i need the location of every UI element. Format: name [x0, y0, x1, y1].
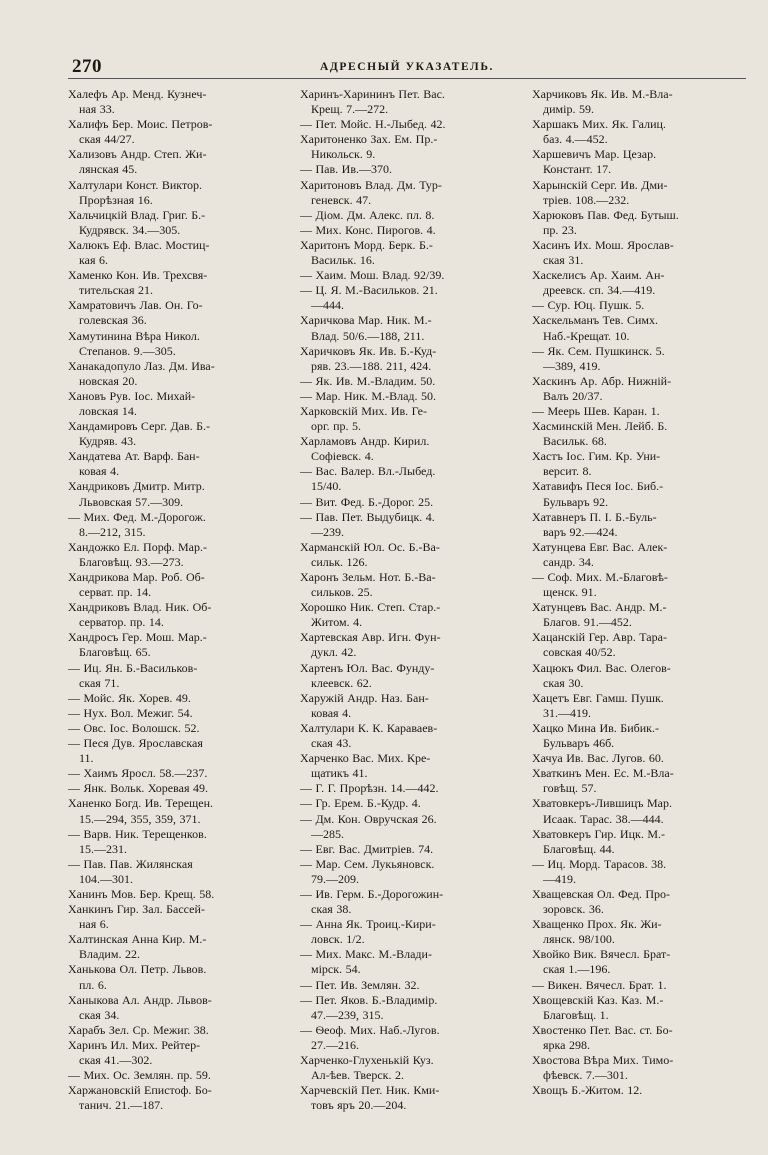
directory-entry: Хандамировъ Серг. Дав. Б.- Кудряв. 43. — [68, 419, 211, 449]
directory-entry: — Ц. Я. М.-Васильков. 21. —444. — [300, 283, 438, 313]
directory-entry: Ханинъ Мов. Бер. Крещ. 58. — [68, 886, 215, 901]
directory-entry: Хваткинъ Мен. Ес. М.-Вла- говѣщ. 57. — [532, 766, 674, 796]
page-header — [68, 54, 746, 79]
directory-entry: Халюкъ Еф. Влас. Мостиц- кая 6. — [68, 237, 210, 268]
directory-entry: — Соф. Мих. М.-Благовѣ- щенск. 91. — [532, 570, 668, 600]
directory-entry: Хамратовичъ Лав. Он. Го- голевская 36. — [68, 298, 203, 328]
directory-entry: Ханькова Ол. Петр. Львов. пл. 6. — [68, 962, 207, 992]
directory-entry: Хандриковъ Влад. Ник. Об- серватор. пр. 14. — [68, 600, 212, 630]
directory-entry: — Дм. Кон. Овручская 26. —285. — [300, 811, 437, 841]
directory-entry: Хандатева Ат. Варф. Бан- ковая 4. — [68, 449, 200, 479]
directory-entry: Хальчицкій Влад. Григ. Б.- Кудрявск. 34.—305. — [68, 207, 206, 237]
directory-entry: Харинъ-Харининъ Пет. Вас. Крещ. 7.—272. — [300, 87, 445, 117]
directory-entry: Хатунцева Евг. Вас. Алек- сандр. 34. — [532, 539, 668, 569]
directory-entry: Хартенъ Юл. Вас. Фунду- клеевск. 62. — [300, 660, 435, 690]
directory-entry: Хандожко Ел. Порф. Мар.- Благовѣщ. 93.—273. — [68, 539, 207, 569]
page-number: 270 — [72, 56, 102, 77]
directory-entry: — Г. Г. Прорѣзн. 14.—442. — [300, 781, 439, 796]
directory-entry: Харичкова Мар. Ник. М.- Влад. 50/6.—188, 211. — [300, 313, 432, 343]
directory-entry: Харонъ Зельм. Нот. Б.-Ва- сильков. 25. — [300, 570, 436, 600]
directory-entry: — Мих. Макс. М.-Влади- мірск. 54. — [300, 947, 432, 977]
directory-column-1 — [68, 87, 282, 1113]
directory-entry: — Овс. Іос. Волошск. 52. — [68, 720, 200, 735]
directory-entry: — Евг. Вас. Дмитріев. 74. — [300, 841, 434, 856]
directory-entry: Хамутинина Вѣра Никол. Степанов. 9.—305. — [68, 328, 200, 358]
directory-entry: Хачуа Ив. Вас. Лугов. 60. — [532, 751, 664, 766]
directory-entry: Халефъ Ар. Менд. Кузнеч- ная 33. — [68, 87, 207, 117]
directory-entry: — Мих. Конс. Пирогов. 4. — [300, 222, 436, 237]
directory-entry: Харковскій Мих. Ив. Ге- орг. пр. 5. — [300, 403, 427, 434]
directory-entry: — Як. Ив. М.-Владим. 50. — [300, 373, 436, 388]
directory-entry: Хасминскій Мен. Лейб. Б. Васильк. 68. — [532, 419, 668, 449]
directory-entry: Хватовкеръ Гир. Ицк. М.- Благовѣщ. 44. — [532, 826, 665, 856]
directory-entry: Харитонъ Морд. Берк. Б.- Васильк. 16. — [300, 237, 433, 268]
directory-entry: — Діом. Дм. Алекс. пл. 8. — [300, 207, 435, 222]
directory-entry: Харынскій Серг. Ив. Дми- тріев. 108.—232. — [532, 177, 668, 207]
directory-entry: Харитоновъ Влад. Дм. Тур- геневск. 47. — [300, 177, 442, 207]
directory-entry: — Янк. Вольк. Хоревая 49. — [68, 781, 208, 796]
directory-entry: Хановъ Рув. Іос. Михай- ловская 14. — [68, 388, 196, 418]
directory-entry: — Пет. Мойс. Н.-Лыбед. 42. — [300, 117, 446, 132]
directory-entry: — Нух. Вол. Межиг. 54. — [68, 705, 193, 720]
directory-entry: Хасинъ Их. Мош. Ярослав- ская 31. — [532, 237, 674, 268]
directory-entry: Хвощевскій Каз. Каз. М.- Благовѣщ. 1. — [532, 992, 664, 1022]
directory-entry: Харшакъ Мих. Як. Галиц. баз. 4.—452. — [532, 117, 666, 147]
directory-entry: Хаскельманъ Тев. Симх. Наб.-Крещат. 10. — [532, 313, 658, 343]
directory-entry: Харламовъ Андр. Кирил. Софіевск. 4. — [300, 434, 430, 464]
directory-entry: — Анна Як. Троиц.-Кири- ловск. 1/2. — [300, 917, 436, 947]
directory-entry: Ханкинъ Гир. Зал. Бассей- ная 6. — [68, 902, 205, 932]
directory-entry: Хандриковъ Дмитр. Митр. Львовская 57.—309. — [68, 479, 205, 509]
directory-entry: Хатавифъ Песя Іос. Биб.- Бульваръ 92. — [532, 479, 664, 509]
directory-entry: — Вас. Валер. Вл.-Лыбед. 15/40. — [300, 464, 436, 494]
directory-entry: Харченко-Глухенькій Куз. Ал-ѣев. Тверск. 2. — [300, 1053, 434, 1083]
directory-entry: Хастъ Іос. Гим. Кр. Уни- версит. 8. — [532, 449, 661, 479]
directory-entry: Харчевскій Пет. Ник. Кми- товъ яръ 20.—204. — [300, 1083, 440, 1113]
running-title: АДРЕСНЫЙ УКАЗАТЕЛЬ. — [319, 61, 495, 73]
directory-entry: — Песя Дув. Ярославская 11. — [68, 736, 203, 766]
directory-entry: — Хаимъ Яросл. 58.—237. — [68, 766, 208, 781]
directory-entry: — Пав. Пав. Жилянская 104.—301. — [68, 856, 193, 886]
directory-entry: — Мар. Сем. Лукьяновск. 79.—209. — [300, 856, 435, 886]
directory-entry: — Гр. Ерем. Б.-Кудр. 4. — [300, 796, 421, 811]
directory-entry: Харшевичъ Мар. Цезар. Констант. 17. — [532, 147, 657, 177]
directory-entry: Халтинская Анна Кир. М.- Владим. 22. — [68, 932, 207, 962]
directory-entry: Ханенко Богд. Ив. Терещен. 15.—294, 355, 359, 371. — [68, 796, 214, 826]
directory-entry: Ханыкова Ал. Андр. Львов- ская 34. — [68, 992, 212, 1022]
directory-entry: — Сур. Юц. Пушк. 5. — [532, 298, 645, 313]
directory-entry: — Хаим. Мош. Влад. 92/39. — [300, 268, 445, 283]
directory-entry: — Мих. Фед. М.-Дорогож. 8.—212, 315. — [68, 509, 206, 539]
directory-entry: Хатавнеръ П. І. Б.-Буль- варъ 92.—424. — [532, 509, 657, 539]
directory-entry: Хаскинъ Ар. Абр. Нижній- Валъ 20/37. — [532, 373, 672, 403]
directory-entry: Хващенко Прох. Як. Жи- лянск. 98/100. — [532, 917, 662, 947]
directory-columns — [68, 87, 746, 1113]
directory-entry: — Пав. Ив.—370. — [300, 162, 392, 177]
directory-column-2 — [300, 87, 514, 1113]
directory-entry: — Пет. Ив. Землян. 32. — [300, 977, 420, 992]
directory-entry: Халтулари Конст. Виктор. Прорѣзная 16. — [68, 177, 203, 207]
directory-entry: Харченко Вас. Мих. Кре- щатикъ 41. — [300, 751, 431, 781]
directory-entry: Хващевская Ол. Фед. Про- зоровск. 36. — [532, 886, 671, 917]
directory-entry: Халтулари К. К. Караваев- ская 43. — [300, 720, 438, 751]
directory-entry: — Меерь Шев. Каран. 1. — [532, 403, 660, 418]
directory-entry: Харинъ Ил. Мих. Рейтер- ская 41.—302. — [68, 1037, 201, 1067]
directory-entry: Хорошко Ник. Степ. Стар.- Житом. 4. — [300, 600, 441, 630]
directory-entry: Хандрикова Мар. Роб. Об- серват. пр. 14. — [68, 570, 205, 600]
directory-entry: Хацетъ Евг. Гамш. Пушк. 31.—419. — [532, 690, 664, 720]
directory-entry: Хализовъ Андр. Степ. Жи- лянская 45. — [68, 147, 207, 177]
directory-entry: Хацко Мина Ив. Бибик.- Бульваръ 46б. — [532, 720, 659, 751]
directory-entry: Харманскій Юл. Ос. Б.-Ва- сильк. 126. — [300, 539, 440, 569]
directory-entry: — Мар. Ник. М.-Влад. 50. — [300, 388, 437, 403]
directory-entry: Хацанскій Гер. Авр. Тара- совская 40/52. — [532, 630, 667, 660]
directory-entry: Хватовкеръ-Лившицъ Мар. Исаак. Тарас. 38.—444. — [532, 796, 673, 826]
directory-entry: Харичковъ Як. Ив. Б.-Куд- ряв. 23.—188. 211, 424. — [300, 343, 437, 373]
directory-entry: Харужій Андр. Наз. Бан- ковая 4. — [300, 690, 429, 720]
directory-entry: Халифъ Бер. Моис. Петров- ская 44/27. — [68, 117, 213, 147]
directory-entry: — Мойс. Як. Хорев. 49. — [68, 690, 191, 705]
directory-entry: Хвойко Вик. Вячесл. Брат- ская 1.—196. — [532, 947, 671, 977]
directory-entry: Хандросъ Гер. Мош. Мар.- Благовѣщ. 65. — [68, 630, 207, 660]
directory-entry: Хвостенко Пет. Вас. ст. Бо- ярка 298. — [532, 1022, 673, 1052]
directory-entry: — Ив. Герм. Б.-Дорогожин- ская 38. — [300, 886, 444, 917]
directory-entry: Хаскелисъ Ар. Хаим. Ан- дреевск. сп. 34.—419. — [532, 268, 665, 298]
directory-entry: — Мих. Ос. Землян. пр. 59. — [68, 1068, 211, 1083]
directory-entry: Хацюкъ Фил. Вас. Олегов- ская 30. — [532, 660, 671, 690]
directory-entry: Харжановскій Епистоф. Бо- танич. 21.—187. — [68, 1083, 212, 1113]
directory-entry: — Иц. Ян. Б.-Васильков- ская 71. — [68, 660, 198, 690]
directory-entry: — Ѳеоф. Мих. Наб.-Лугов. 27.—216. — [300, 1022, 440, 1052]
directory-entry: — Пав. Пет. Выдубицк. 4. —239. — [300, 509, 435, 539]
directory-entry: Хартевская Авр. Игн. Фун- дукл. 42. — [300, 630, 441, 660]
directory-entry: Хатунцевъ Вас. Андр. М.- Благов. 91.—452. — [532, 600, 667, 630]
directory-entry: Хаменко Кон. Ив. Трехсвя- тительская 21. — [68, 268, 208, 298]
directory-entry: — Вит. Фед. Б.-Дорог. 25. — [300, 494, 434, 509]
directory-entry: Харюковъ Пав. Фед. Бутыш. пр. 23. — [532, 207, 679, 237]
directory-entry: — Пет. Яков. Б.-Владимір. 47.—239, 315. — [300, 992, 438, 1022]
directory-entry: Харабъ Зел. Ср. Межиг. 38. — [68, 1022, 209, 1037]
directory-entry: — Як. Сем. Пушкинск. 5. —389, 419. — [532, 343, 665, 373]
directory-entry: Харчиковъ Як. Ив. М.-Вла- димір. 59. — [532, 87, 673, 117]
directory-column-3 — [532, 87, 746, 1113]
directory-entry: — Варв. Ник. Терещенков. 15.—231. — [68, 826, 207, 856]
directory-entry: — Иц. Морд. Тарасов. 38. —419. — [532, 856, 667, 886]
directory-entry: Ханакадопуло Лаз. Дм. Ива- новская 20. — [68, 358, 215, 388]
directory-entry: Хвощъ Б.-Житом. 12. — [532, 1083, 643, 1098]
directory-entry: Харитоненко Зах. Ем. Пр.- Никольск. 9. — [300, 132, 438, 162]
directory-entry: — Викен. Вячесл. Брат. 1. — [532, 977, 667, 992]
directory-entry: Хвостова Вѣра Мих. Тимо- фѣевск. 7.—301. — [532, 1053, 674, 1083]
